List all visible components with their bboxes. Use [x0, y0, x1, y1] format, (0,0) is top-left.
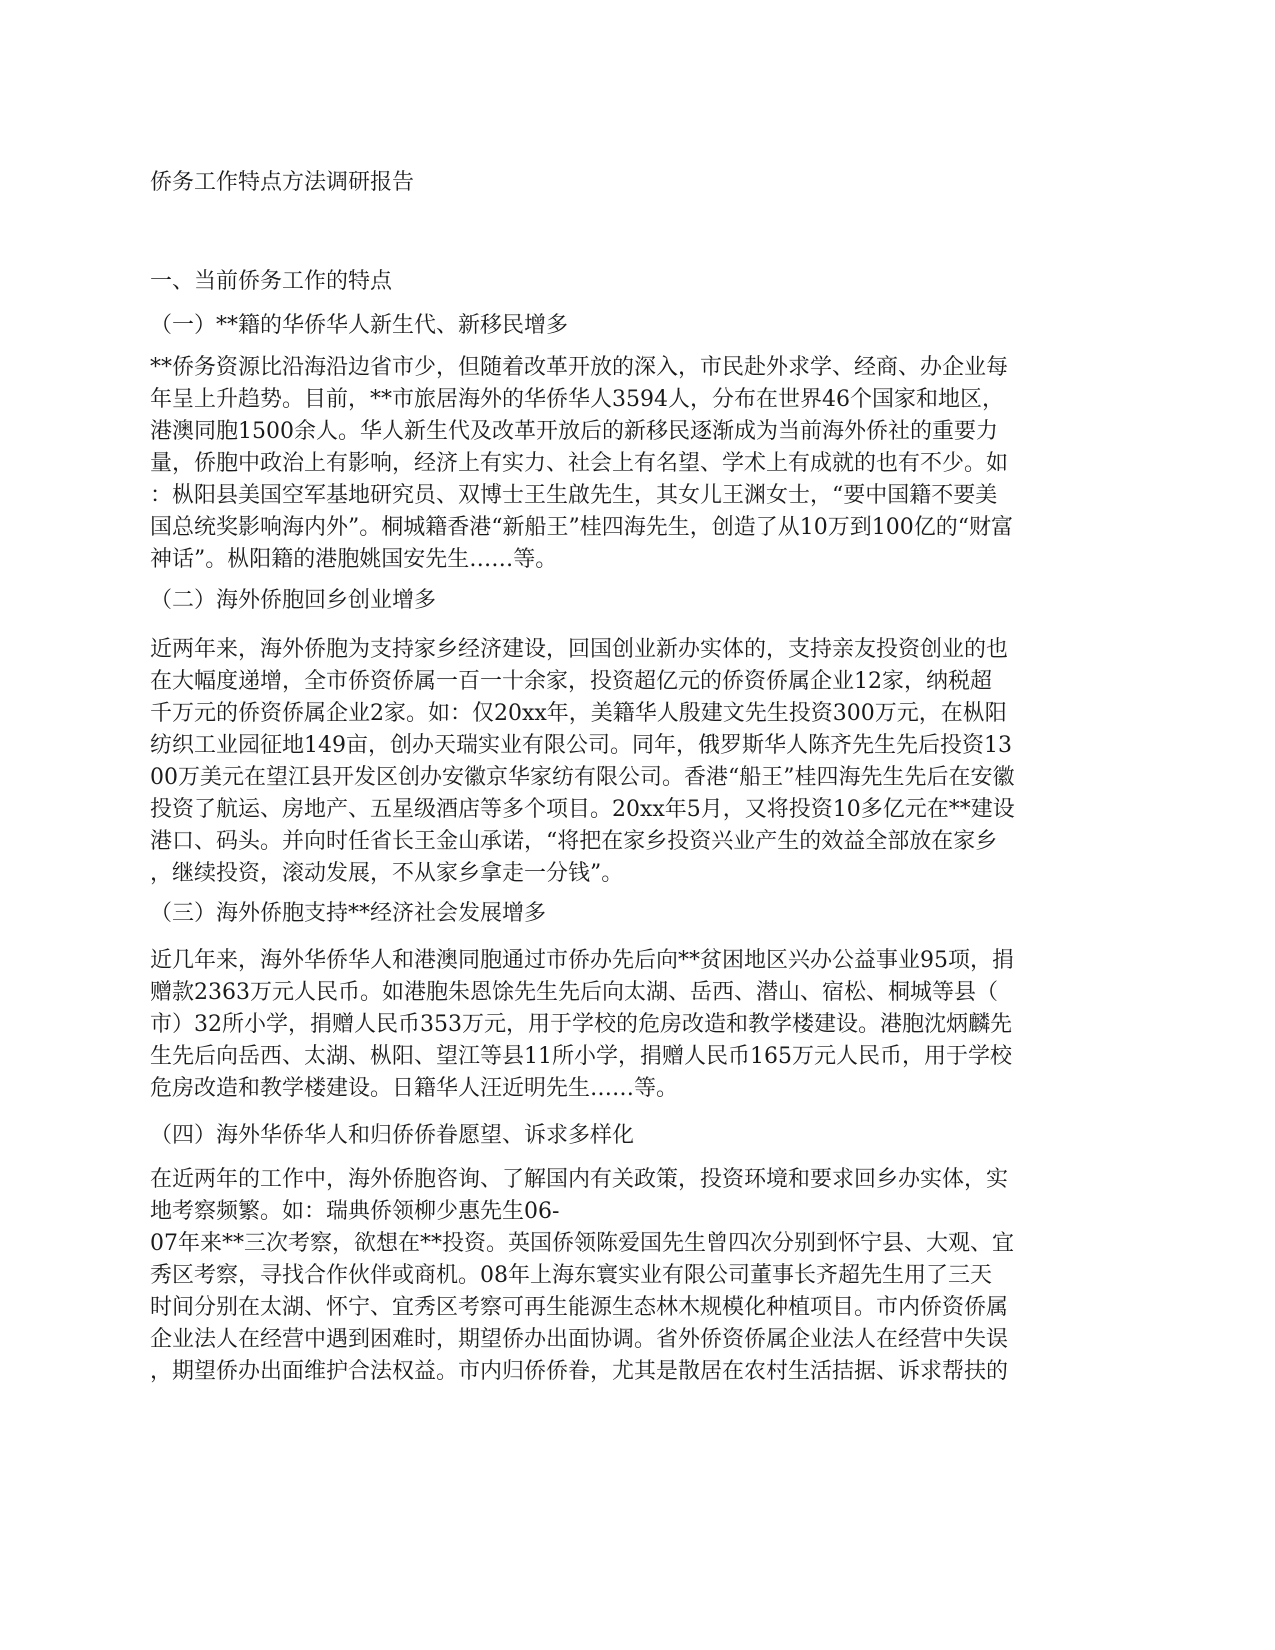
- paragraph-line: 地考察频繁。如：瑞典侨领柳少惠先生06-: [150, 1199, 560, 1224]
- paragraph-line: 市）32所小学，捐赠人民币353万元，用于学校的危房改造和教学楼建设。港胞沈炳麟先: [150, 1012, 1012, 1037]
- subsection-heading-2: （二）海外侨胞回乡创业增多: [150, 588, 437, 613]
- paragraph-line: 近几年来，海外华侨华人和港澳同胞通过市侨办先后向**贫困地区兴办公益事业95项，捐: [150, 948, 1014, 973]
- subsection-heading-4: （四）海外华侨华人和归侨侨眷愿望、诉求多样化: [150, 1123, 635, 1148]
- paragraph-line: 07年来**三次考察，欲想在**投资。英国侨领陈爱国先生曾四次分别到怀宁县、大观、宜: [150, 1231, 1014, 1256]
- paragraph-3: [150, 945, 1125, 1105]
- paragraph-line: 近两年来，海外侨胞为支持家乡经济建设，回国创业新办实体的，支持亲友投资创业的也: [150, 637, 1009, 662]
- paragraph-line: ：枞阳县美国空军基地研究员、双博士王生啟先生，其女儿王渊女士，“要中国籍不要美: [150, 483, 998, 508]
- paragraph-line: ，期望侨办出面维护合法权益。市内归侨侨眷，尤其是散居在农村生活拮据、诉求帮扶的: [150, 1359, 1009, 1384]
- paragraph-1: [150, 352, 1125, 576]
- paragraph-line: 时间分别在太湖、怀宁、宜秀区考察可再生能源生态林木规模化种植项目。市内侨资侨属: [150, 1295, 1009, 1320]
- paragraph-line: 量，侨胞中政治上有影响，经济上有实力、社会上有名望、学术上有成就的也有不少。如: [150, 451, 1009, 476]
- paragraph-line: 国总统奖影响海内外”。桐城籍香港“新船王”桂四海先生，创造了从10万到100亿的“财富: [150, 515, 1013, 540]
- paragraph-line: 秀区考察，寻找合作伙伴或商机。08年上海东寰实业有限公司董事长齐超先生用了三天: [150, 1263, 992, 1288]
- paragraph-line: 投资了航运、房地产、五星级酒店等多个项目。20xx年5月，又将投资10多亿元在**建设: [150, 797, 1015, 822]
- paragraph-line: 生先后向岳西、太湖、枞阳、望江等县11所小学，捐赠人民币165万元人民币，用于学校: [150, 1044, 1012, 1069]
- paragraph-line: 港口、码头。并向时任省长王金山承诺，“将把在家乡投资兴业产生的效益全部放在家乡: [150, 829, 998, 854]
- paragraph-line: 千万元的侨资侨属企业2家。如：仅20xx年，美籍华人殷建文先生投资300万元，在枞阳: [150, 701, 1007, 726]
- paragraph-line: 在大幅度递增，全市侨资侨属一百一十余家，投资超亿元的侨资侨属企业12家，纳税超: [150, 669, 992, 694]
- subsection-heading-3: （三）海外侨胞支持**经济社会发展增多: [150, 901, 547, 926]
- paragraph-line: 神话”。枞阳籍的港胞姚国安先生……等。: [150, 547, 558, 572]
- paragraph-line: 年呈上升趋势。目前，**市旅居海外的华侨华人3594人，分布在世界46个国家和地区，: [150, 387, 1004, 412]
- paragraph-line: 危房改造和教学楼建设。日籍华人汪近明先生……等。: [150, 1076, 679, 1101]
- paragraph-2: [150, 634, 1125, 890]
- document-title: 侨务工作特点方法调研报告: [150, 170, 415, 195]
- paragraph-4: [150, 1164, 1125, 1388]
- section-heading: 一、当前侨务工作的特点: [150, 269, 393, 294]
- paragraph-line: ，继续投资，滚动发展，不从家乡拿走一分钱”。: [150, 861, 624, 886]
- paragraph-line: 赠款2363万元人民币。如港胞朱恩馀先生先后向太湖、岳西、潜山、宿松、桐城等县（: [150, 980, 998, 1005]
- paragraph-line: 在近两年的工作中，海外侨胞咨询、了解国内有关政策，投资环境和要求回乡办实体，实: [150, 1167, 1009, 1192]
- paragraph-line: **侨务资源比沿海沿边省市少，但随着改革开放的深入，市民赴外求学、经商、办企业每: [150, 355, 1009, 380]
- paragraph-line: 00万美元在望江县开发区创办安徽京华家纺有限公司。香港“船王”桂四海先生先后在安徽: [150, 765, 1015, 790]
- paragraph-line: 港澳同胞1500余人。华人新生代及改革开放后的新移民逐渐成为当前海外侨社的重要力: [150, 419, 998, 444]
- paragraph-line: 纺织工业园征地149亩，创办天瑞实业有限公司。同年，俄罗斯华人陈齐先生先后投资13: [150, 733, 1012, 758]
- paragraph-line: 企业法人在经营中遇到困难时，期望侨办出面协调。省外侨资侨属企业法人在经营中失误: [150, 1327, 1009, 1352]
- subsection-heading-1: （一）**籍的华侨华人新生代、新移民增多: [150, 313, 569, 338]
